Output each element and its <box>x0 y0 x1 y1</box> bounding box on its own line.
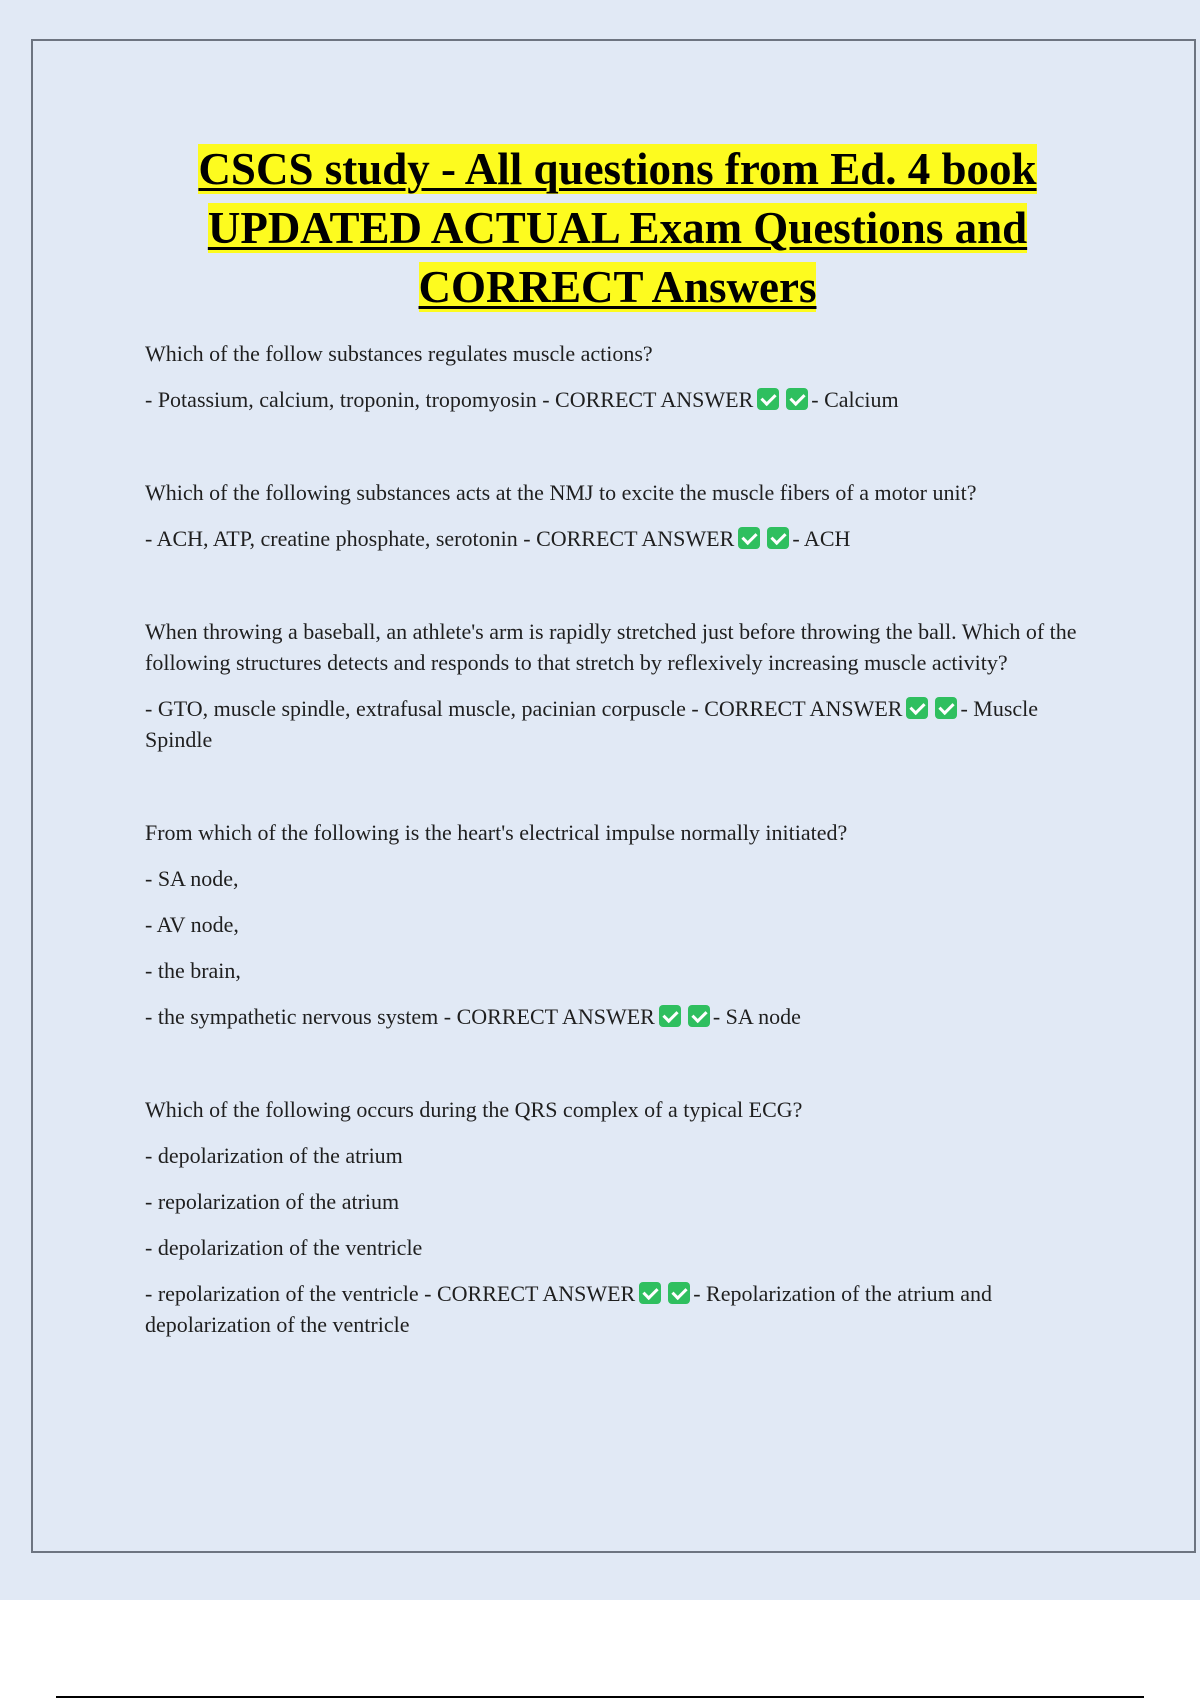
check-mark-icon <box>688 1005 710 1027</box>
answer-line <box>145 523 1095 554</box>
qa-item <box>145 338 1095 415</box>
correct-answer-label: CORRECT ANSWER <box>536 526 735 551</box>
option-line: - repolarization of the atrium <box>145 1189 400 1214</box>
answer-text: - Repolarization of the atrium and depolarization of the ventricle <box>145 1281 992 1337</box>
qa-item <box>145 1094 1095 1340</box>
qa-list <box>145 338 1095 1340</box>
check-mark-icon <box>786 388 808 410</box>
answer-line <box>145 384 1095 415</box>
footer-divider <box>56 1696 1144 1698</box>
check-mark-icon <box>757 388 779 410</box>
check-mark-icon <box>639 1282 661 1304</box>
option-text: - GTO, muscle spindle, extrafusal muscle, pacinian corpuscle - <box>145 696 705 721</box>
check-mark-icon <box>935 697 957 719</box>
correct-answer-label: CORRECT ANSWER <box>555 387 754 412</box>
question-text: From which of the following is the heart's electrical impulse normally initiated? <box>145 820 848 845</box>
option-line: - AV node, <box>145 912 239 937</box>
document-title <box>40 140 1195 317</box>
question-text: Which of the follow substances regulates muscle actions? <box>145 341 653 366</box>
title-line-3: CORRECT Answers <box>418 262 817 312</box>
answer-line <box>145 1278 1095 1340</box>
check-mark-icon <box>906 697 928 719</box>
option-text: - Potassium, calcium, troponin, tropomyosin - <box>145 387 556 412</box>
check-mark-icon <box>738 527 760 549</box>
option-line: - depolarization of the atrium <box>145 1143 403 1168</box>
option-line: - SA node, <box>145 866 239 891</box>
question-text: When throwing a baseball, an athlete's arm is rapidly stretched just before throwing the ball. Which of the following structures detects and responds to that stretch by reflexively increasing muscle activity? <box>145 619 1077 675</box>
answer-text: - Muscle Spindle <box>145 696 1039 752</box>
qa-item <box>145 477 1095 554</box>
check-mark-icon <box>767 527 789 549</box>
answer-text: - SA node <box>712 1004 801 1029</box>
answer-line <box>145 1001 1095 1032</box>
correct-answer-label: CORRECT ANSWER <box>704 696 903 721</box>
option-text: - the sympathetic nervous system - <box>145 1004 457 1029</box>
answer-text: - Calcium <box>811 387 899 412</box>
check-mark-icon <box>659 1005 681 1027</box>
correct-answer-label: CORRECT ANSWER <box>456 1004 655 1029</box>
check-mark-icon <box>668 1282 690 1304</box>
qa-item <box>145 616 1095 755</box>
option-text: - ACH, ATP, creatine phosphate, serotonin - <box>145 526 537 551</box>
question-text: Which of the following substances acts at the NMJ to excite the muscle fibers of a motor unit? <box>145 480 977 505</box>
option-line: - the brain, <box>145 958 241 983</box>
correct-answer-label: CORRECT ANSWER <box>436 1281 636 1306</box>
option-text: - repolarization of the ventricle - <box>145 1281 437 1306</box>
answer-line <box>145 693 1095 755</box>
question-text: Which of the following occurs during the QRS complex of a typical ECG? <box>145 1097 803 1122</box>
title-line-2: UPDATED ACTUAL Exam Questions and <box>207 203 1028 253</box>
title-line-1: CSCS study - All questions from Ed. 4 book <box>198 144 1037 194</box>
qa-item <box>145 817 1095 1032</box>
option-line: - depolarization of the ventricle <box>145 1235 423 1260</box>
answer-text: - ACH <box>792 526 851 551</box>
